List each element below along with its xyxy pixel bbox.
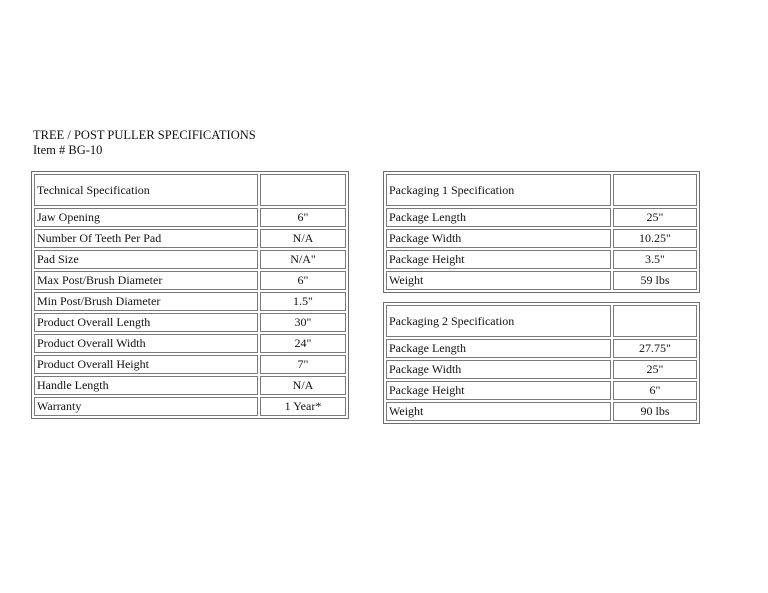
table-row <box>386 250 697 269</box>
table-row <box>34 376 346 395</box>
table-heading-empty <box>260 174 346 206</box>
spec-label: Max Post/Brush Diameter <box>34 271 258 290</box>
table-row <box>386 229 697 248</box>
table-heading-empty <box>613 305 697 337</box>
document-header <box>33 128 256 158</box>
table-heading: Packaging 2 Specification <box>386 305 611 337</box>
spec-label: Number Of Teeth Per Pad <box>34 229 258 248</box>
spec-value: N/A" <box>260 250 346 269</box>
spec-label: Product Overall Width <box>34 334 258 353</box>
table-heading-empty <box>613 174 697 206</box>
spec-label: Warranty <box>34 397 258 416</box>
table-row <box>34 334 346 353</box>
table-row <box>34 271 346 290</box>
spec-label: Product Overall Length <box>34 313 258 332</box>
table-row <box>34 313 346 332</box>
spec-value: N/A <box>260 376 346 395</box>
table-header-row <box>34 174 346 206</box>
spec-label: Product Overall Height <box>34 355 258 374</box>
table-row <box>34 292 346 311</box>
spec-label: Weight <box>386 271 611 290</box>
spec-label: Weight <box>386 402 611 421</box>
table-heading: Packaging 1 Specification <box>386 174 611 206</box>
spec-label: Package Height <box>386 381 611 400</box>
spec-value: 25" <box>613 360 697 379</box>
table-row <box>34 208 346 227</box>
table-row <box>386 360 697 379</box>
spec-label: Package Width <box>386 360 611 379</box>
table-heading: Technical Specification <box>34 174 258 206</box>
spec-value: 6" <box>260 271 346 290</box>
spec-label: Package Length <box>386 339 611 358</box>
spec-label: Min Post/Brush Diameter <box>34 292 258 311</box>
spec-value: 1 Year* <box>260 397 346 416</box>
spec-label: Package Width <box>386 229 611 248</box>
spec-label: Package Height <box>386 250 611 269</box>
spec-value: 6" <box>613 381 697 400</box>
technical-spec-table <box>31 171 349 419</box>
spec-value: 24" <box>260 334 346 353</box>
table-header-row <box>386 305 697 337</box>
spec-value: 3.5" <box>613 250 697 269</box>
table-row <box>386 402 697 421</box>
spec-value: N/A <box>260 229 346 248</box>
spec-label: Handle Length <box>34 376 258 395</box>
spec-value: 30" <box>260 313 346 332</box>
table-row <box>386 381 697 400</box>
spec-value: 1.5" <box>260 292 346 311</box>
page-title: TREE / POST PULLER SPECIFICATIONS <box>33 128 256 142</box>
spec-value: 59 lbs <box>613 271 697 290</box>
table-row <box>386 339 697 358</box>
table-row <box>386 271 697 290</box>
spec-label: Pad Size <box>34 250 258 269</box>
packaging-2-spec-table <box>383 302 700 424</box>
spec-value: 25" <box>613 208 697 227</box>
table-row <box>34 229 346 248</box>
spec-label: Jaw Opening <box>34 208 258 227</box>
spec-label: Package Length <box>386 208 611 227</box>
packaging-1-spec-table <box>383 171 700 293</box>
spec-value: 7" <box>260 355 346 374</box>
table-row <box>34 397 346 416</box>
table-row <box>34 355 346 374</box>
item-number: Item # BG-10 <box>33 143 103 157</box>
table-row <box>386 208 697 227</box>
table-header-row <box>386 174 697 206</box>
table-row <box>34 250 346 269</box>
spec-value: 6" <box>260 208 346 227</box>
spec-value: 10.25" <box>613 229 697 248</box>
spec-value: 27.75" <box>613 339 697 358</box>
spec-value: 90 lbs <box>613 402 697 421</box>
